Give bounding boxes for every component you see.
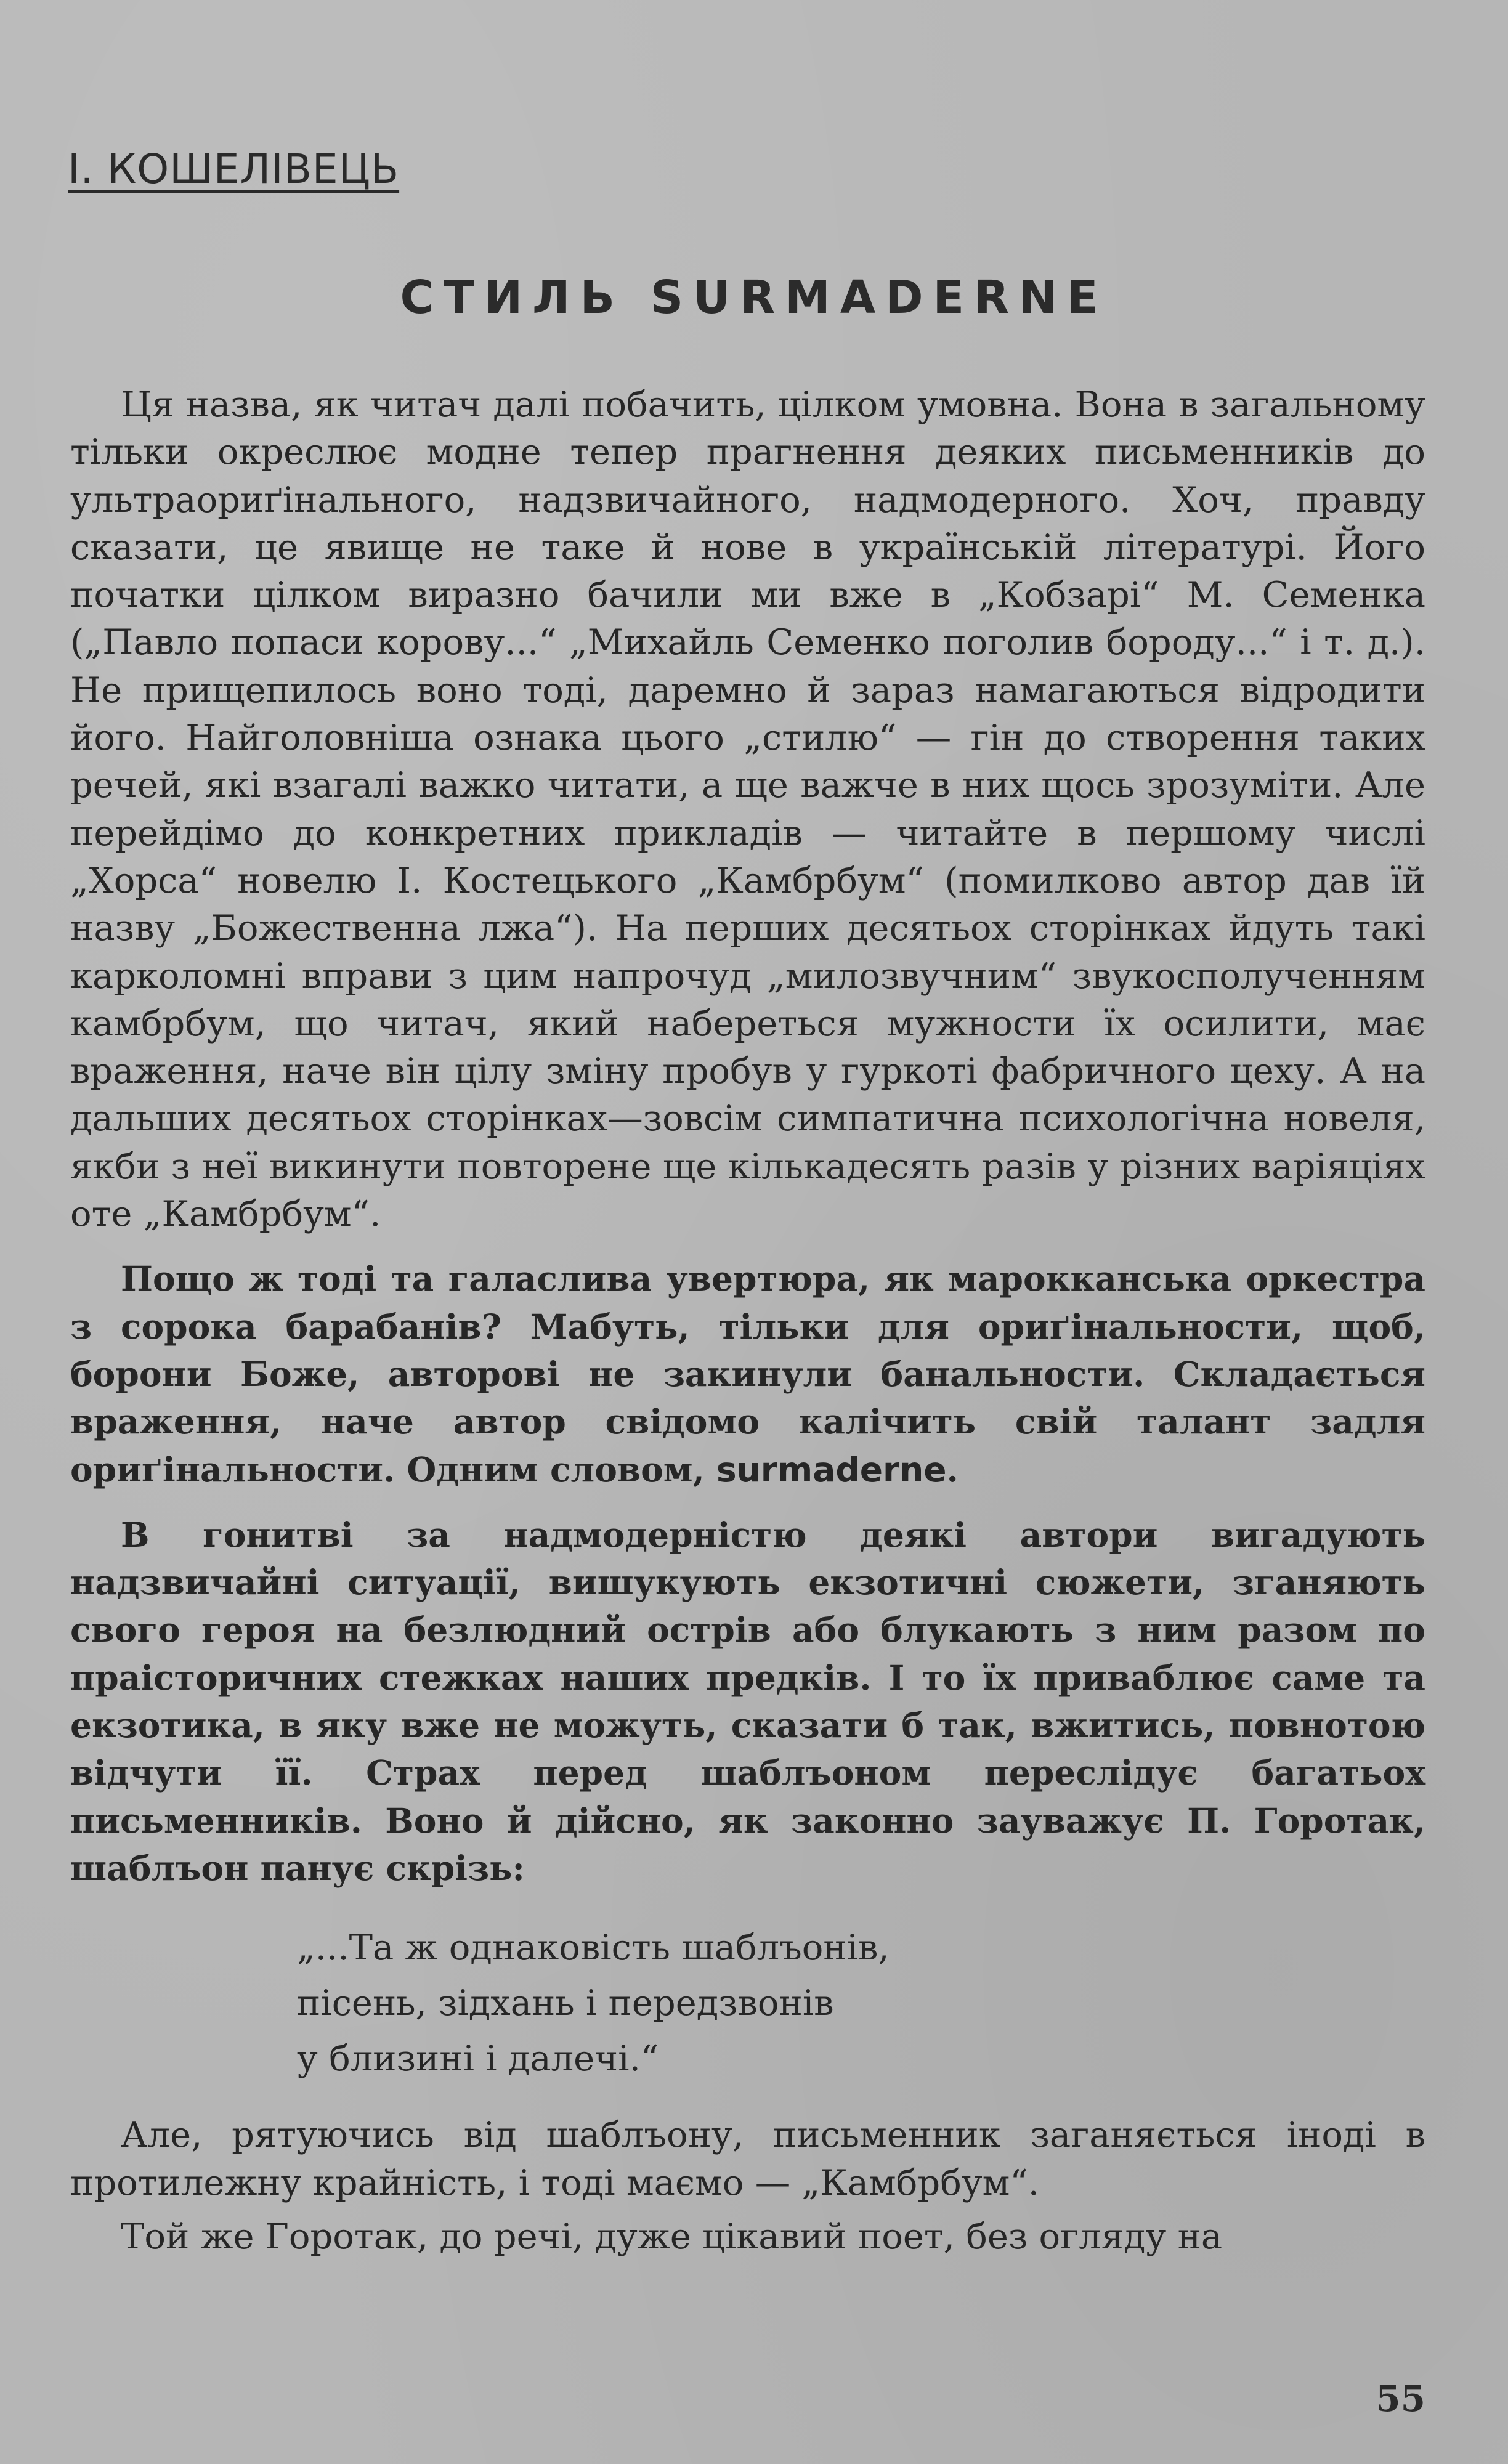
paragraph-1: Ця назва, як читач далі побачить, цілком умовна. Вона в загальному тільки окреслює модне тепер прагнення деяких письменників до ультраориґінального, надзвичайного, надмодерного. Хоч, правду сказати, це явище не таке й нове в українській літературі. Його початки цілком виразно бачили ми вже в „Кобзарі“ М. Семенка („Павло попаси корову...“ „Михайль Семенко поголив бороду...“ і т. д.). Не прищепилось воно тоді, даремно й зараз намагаються відродити його. Найголовніша ознака цього „стилю“ — гін до створення таких речей, які взагалі важко читати, а ще важче в них щось зрозуміти. Але перейдімо до конкретних прикладів — читайте в першому числі „Хорса“ новелю І. Костецького „Камбрбум“ (помилково автор дав їй назву „Божественна лжа“). На перших десятьох сторінках йдуть такі карколомні вправи з цим напрочуд „милозвучним“ звукосполученням камбрбум, що читач, який набереться мужности їх осилити, має враження, наче він цілу зміну пробув у гуркоті фабричного цеху. А на дальших десятьох сторінках—зовсім симпатична психологічна новеля, якби з неї викинути повторене ще кількадесять разів у різних варіяціях оте „Камбрбум“.	[70, 384, 1425, 1235]
author-name: І. КОШЕЛІВЕЦЬ	[68, 145, 400, 193]
page-number: 55	[1376, 2378, 1425, 2420]
paragraph-2	[70, 1255, 1425, 1493]
poem-line: „...Та ж однаковість шаблъонів,	[297, 1927, 890, 1969]
article-body	[70, 381, 1425, 2260]
article-title: СТИЛЬ SURMADERNE	[400, 271, 1108, 324]
paragraph-3: В гонитві за надмодерністю деякі автори вигадують надзвичайні ситуації, вишукують екзотичні сюжети, зганяють свого героя на безлюдний острів або блукають з ним разом по праісторичних стежках наших предків. І то їх приваблює саме та екзотика, в яку вже не можуть, сказати б так, вжитись, повнотою відчути її. Страх перед шаблъоном переслідує багатьох письменників. Воно й дійсно, як законно зауважує П. Горотак, шаблъон панує скрізь:	[70, 1514, 1425, 1888]
paragraph-2-text: Пощо ж тоді та галаслива увертюра, як марокканська оркестра з сорока барабанів? Мабуть, тільки для ориґінальности, щоб, борони Боже, авторові не закинули банальности. Складається враження, наче автор свідомо калічить свій талант задля ориґінальности. Одним словом,	[70, 1258, 1425, 1489]
poem-line: пісень, зідхань і передзвонів	[297, 1982, 834, 2024]
poem-quote	[297, 1920, 1425, 2086]
paragraph-5: Той же Горотак, до речі, дуже цікавий поет, без огляду на	[121, 2215, 1223, 2257]
poem-line: у близині і далечі.“	[297, 2038, 659, 2080]
paragraph-2-end: .	[946, 1449, 959, 1489]
paragraph-4: Але, рятуючись від шаблъону, письменник заганяється іноді в протилежну крайність, і тоді маємо — „Камбрбум“.	[70, 2114, 1425, 2203]
surmaderne-term: surmaderne	[716, 1449, 947, 1489]
